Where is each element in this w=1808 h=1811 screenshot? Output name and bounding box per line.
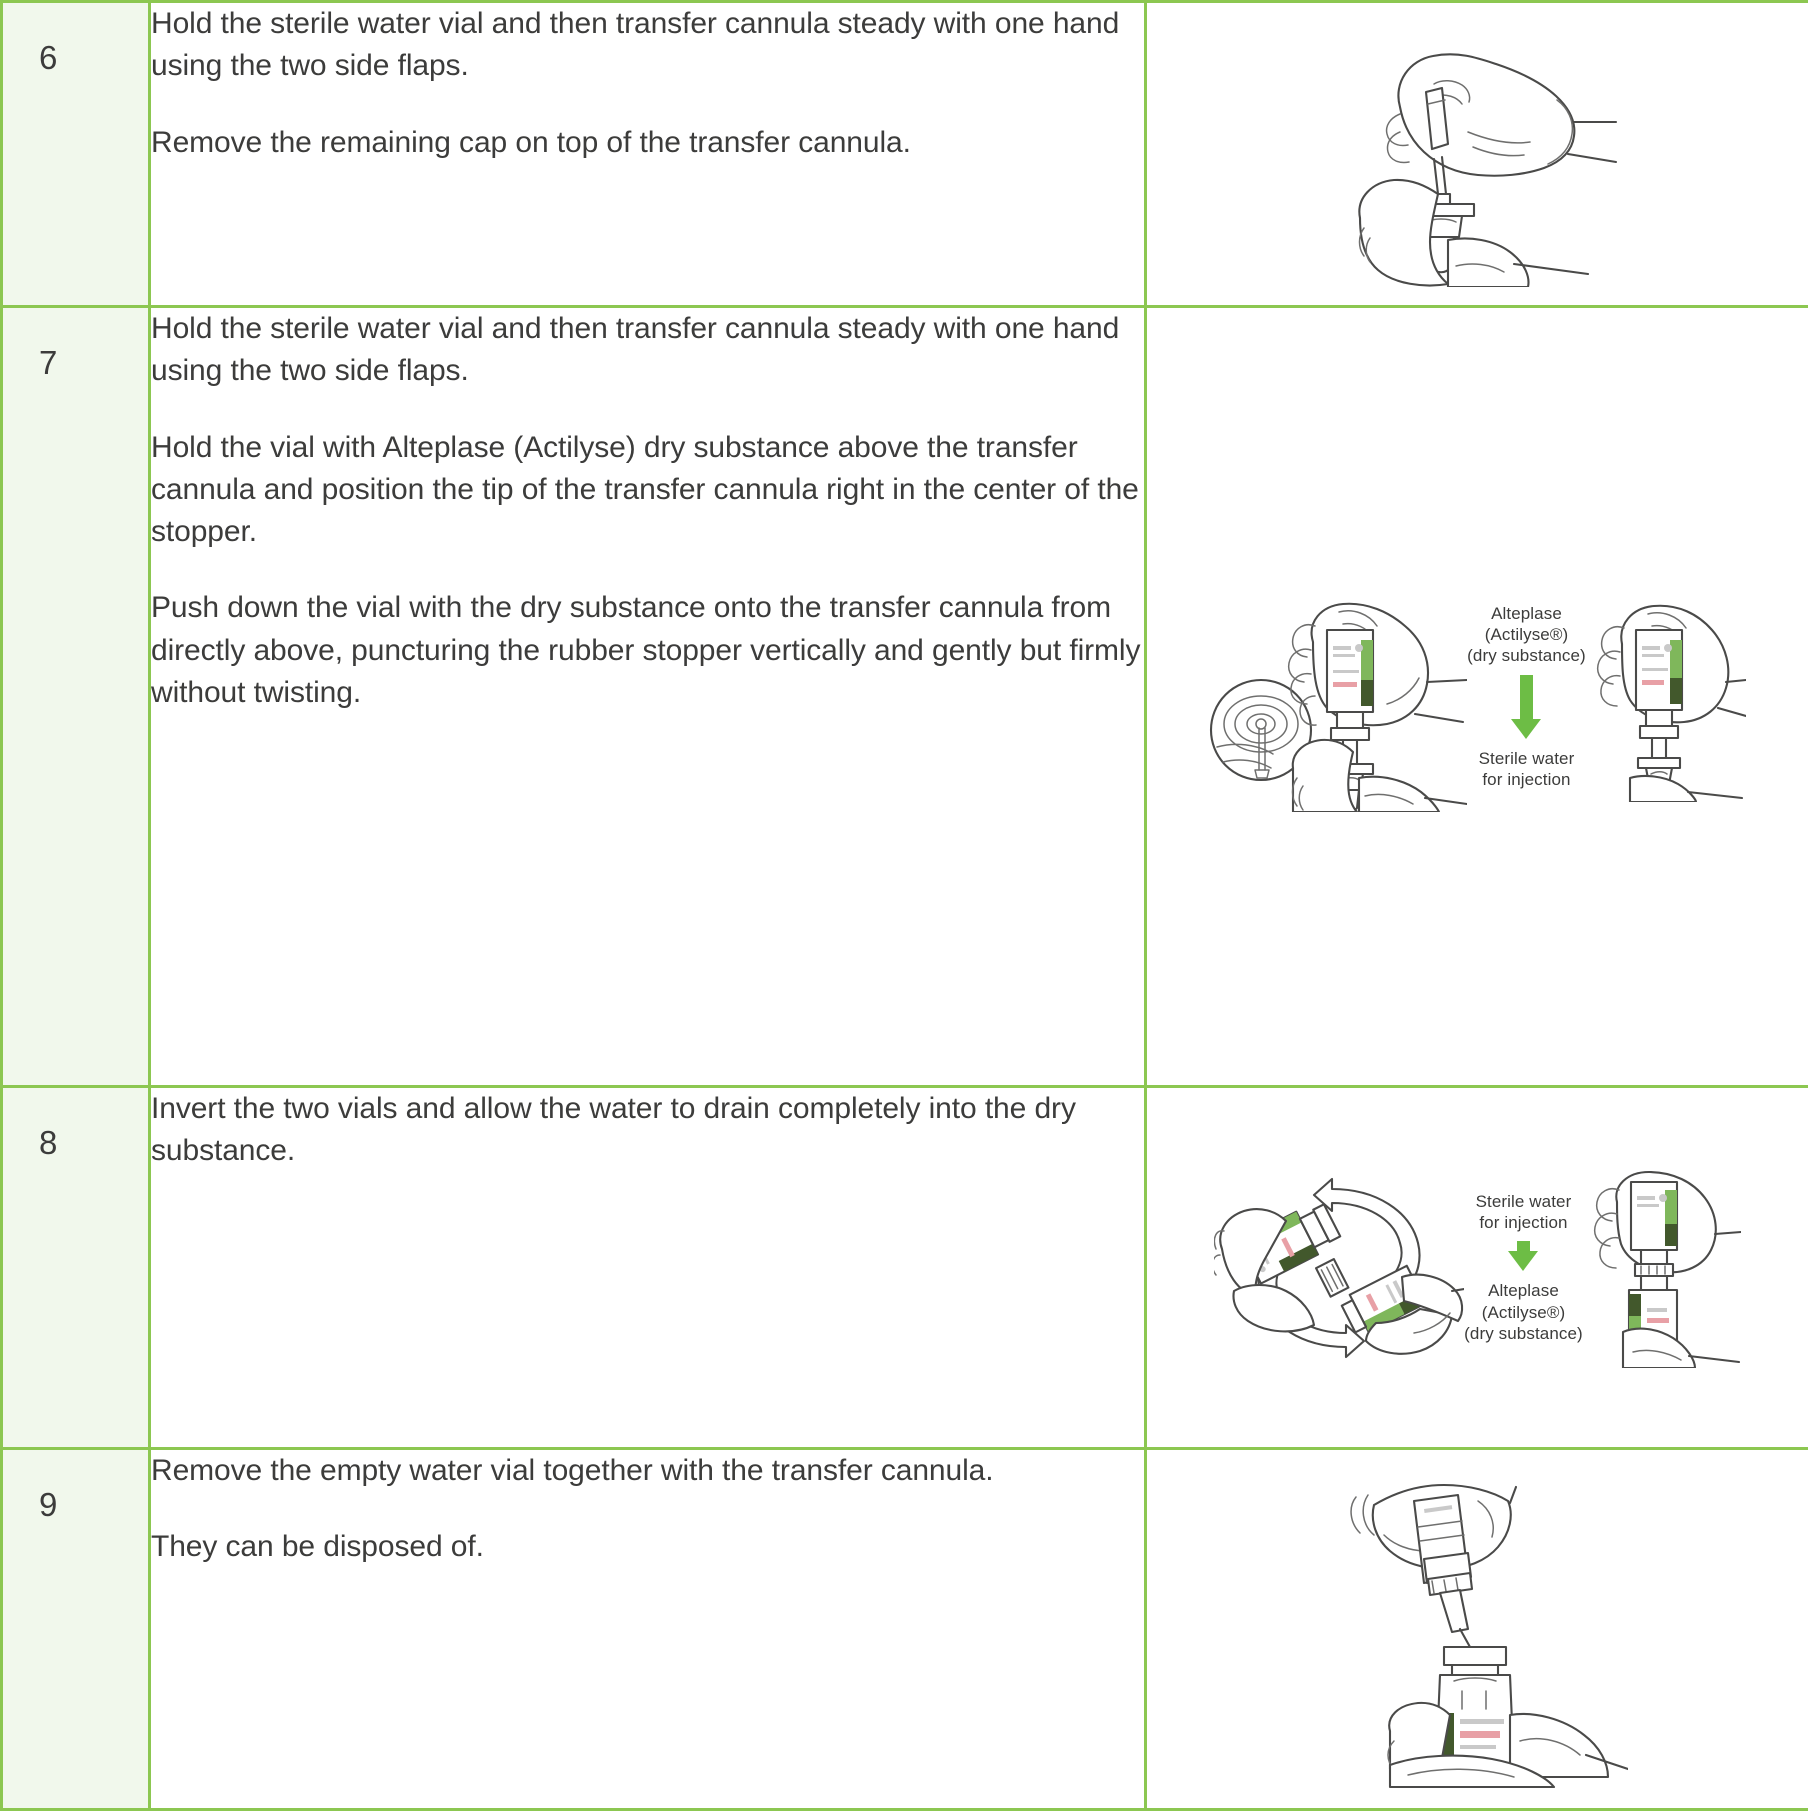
step-illustration-cell-9: [1146, 1449, 1808, 1810]
step-text-cell-9: [150, 1449, 1146, 1810]
step-paragraph: Push down the vial with the dry substance onto the transfer cannula from directly above, puncturing the rubber stopper vertically and gently but firmly without twisting.: [151, 587, 1144, 714]
step-number: 6: [3, 3, 148, 74]
illustration-callouts-step7: [1467, 603, 1586, 790]
step-number: 7: [3, 308, 148, 379]
hand-holding-vial-on-cannula-illustration: [1594, 592, 1746, 802]
step-paragraph: Hold the sterile water vial and then transfer cannula steady with one hand using the two side flaps.: [151, 308, 1144, 393]
step-number-cell-8: [2, 1087, 150, 1449]
step-illustration-cell-6: [1146, 2, 1808, 307]
table-row: [2, 1087, 1808, 1449]
illustration-callouts-step8: [1464, 1191, 1583, 1344]
hands-removing-cap-from-transfer-cannula-illustration: [1338, 22, 1618, 287]
step-number-cell-6: [2, 2, 150, 307]
green-down-arrow-icon: [1511, 667, 1541, 748]
callout-sterile-water: Sterile water for injection: [1479, 748, 1575, 791]
hands-positioning-dry-substance-vial-over-cannula-illustration: [1209, 582, 1467, 812]
step-text-cell-6: [150, 2, 1146, 307]
table-row: [2, 2, 1808, 307]
table-row: [2, 307, 1808, 1087]
step-paragraph: They can be disposed of.: [151, 1526, 1144, 1568]
callout-sterile-water: Sterile water for injection: [1476, 1191, 1572, 1234]
step-text-cell-8: [150, 1087, 1146, 1449]
step-paragraph: Remove the remaining cap on top of the transfer cannula.: [151, 122, 1144, 164]
step-number: 9: [3, 1450, 148, 1521]
step-paragraph: Remove the empty water vial together with the transfer cannula.: [151, 1450, 1144, 1492]
step-number-cell-7: [2, 307, 150, 1087]
green-down-arrow-icon: [1508, 1233, 1538, 1280]
step-illustration-cell-7: [1146, 307, 1808, 1087]
step-text-cell-7: [150, 307, 1146, 1087]
step-number: 8: [3, 1088, 148, 1159]
step-paragraph: Hold the sterile water vial and then transfer cannula steady with one hand using the two side flaps.: [151, 3, 1144, 88]
step-number-cell-9: [2, 1449, 150, 1810]
table-row: [2, 1449, 1808, 1810]
callout-alteplase: Alteplase (Actilyse®) (dry substance): [1467, 603, 1586, 667]
step-paragraph: Hold the vial with Alteplase (Actilyse) dry substance above the transfer cannula and position the tip of the transfer cannula right in the center of the stopper.: [151, 427, 1144, 554]
hands-inverting-joined-vials-illustration: [1214, 1173, 1464, 1363]
step-illustration-cell-8: [1146, 1087, 1808, 1449]
callout-alteplase: Alteplase (Actilyse®) (dry substance): [1464, 1280, 1583, 1344]
hands-removing-empty-water-vial-with-cannula-illustration: [1328, 1469, 1628, 1789]
step-paragraph: Invert the two vials and allow the water to drain completely into the dry substance.: [151, 1088, 1144, 1173]
hand-holding-inverted-vial-pair-illustration: [1591, 1168, 1741, 1368]
